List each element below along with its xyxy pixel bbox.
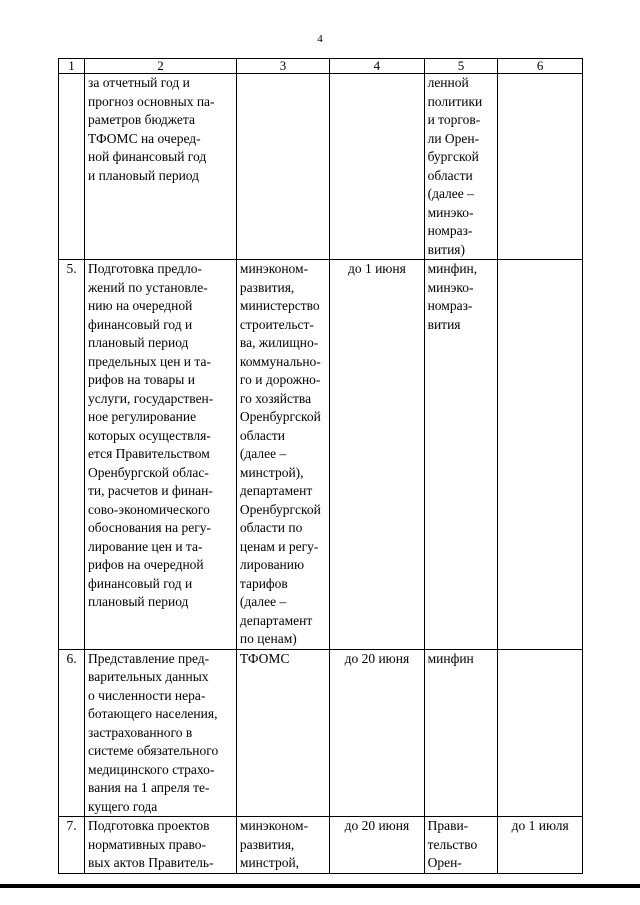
- column-header-3: 3: [236, 59, 329, 74]
- row-number: 5.: [59, 260, 85, 650]
- recipient-cell: Прави- тельство Орен-: [424, 817, 498, 874]
- executor-cell: [236, 74, 329, 260]
- schedule-table: [58, 58, 583, 874]
- date-cell: [498, 260, 583, 650]
- task-cell: Подготовка предло- жений по установле- нию на очередной финансовый год и плановый период предельных цен и та- рифов на товары и услуги, государствен- ное регулирование которых осуществля- ется Правительством Оренбургской облас- ти, расчетов и финан- сово-экономического обоснования на регу- лирование цен и та- рифов на очередной финансовый год и плановый период: [85, 260, 237, 650]
- executor-cell: минэконом- развития, минстрой,: [236, 817, 329, 874]
- task-cell: Представление пред- варительных данных о численности нера- ботающего населения, застрахованного в системе обязательного медицинского страхо- вания на 1 апреля те- кущего года: [85, 649, 237, 817]
- table-row: [59, 649, 583, 817]
- row-number: [59, 74, 85, 260]
- table-row: [59, 817, 583, 874]
- task-cell: за отчетный год и прогноз основных па- раметров бюджета ТФОМС на очеред- ной финансовый год и плановый период: [85, 74, 237, 260]
- executor-cell: минэконом- развития, министерство строительст- ва, жилищно- коммунально- го и дорожно- го хозяйства Оренбургской области (далее – минстрой), департамент Оренбургской области по ценам и регу- лированию тарифов (далее – департамент по ценам): [236, 260, 329, 650]
- executor-cell: ТФОМС: [236, 649, 329, 817]
- table-header-row: [59, 59, 583, 74]
- table-row: [59, 74, 583, 260]
- deadline-cell: до 20 июня: [330, 817, 424, 874]
- date-cell: [498, 649, 583, 817]
- recipient-cell: ленной политики и торгов- ли Орен- бургской области (далее – минэко- номраз- вития): [424, 74, 498, 260]
- column-header-1: 1: [59, 59, 85, 74]
- recipient-cell: минфин: [424, 649, 498, 817]
- date-cell: до 1 июля: [498, 817, 583, 874]
- column-header-6: 6: [498, 59, 583, 74]
- row-number: 6.: [59, 649, 85, 817]
- page-number: 4: [317, 33, 323, 45]
- bottom-border-line: [0, 884, 640, 888]
- row-number: 7.: [59, 817, 85, 874]
- task-cell: Подготовка проектов нормативных право- вых актов Правитель-: [85, 817, 237, 874]
- date-cell: [498, 74, 583, 260]
- column-header-4: 4: [330, 59, 424, 74]
- recipient-cell: минфин, минэко- номраз- вития: [424, 260, 498, 650]
- deadline-cell: до 1 июня: [330, 260, 424, 650]
- table-row: [59, 260, 583, 650]
- column-header-5: 5: [424, 59, 498, 74]
- deadline-cell: до 20 июня: [330, 649, 424, 817]
- column-header-2: 2: [85, 59, 237, 74]
- deadline-cell: [330, 74, 424, 260]
